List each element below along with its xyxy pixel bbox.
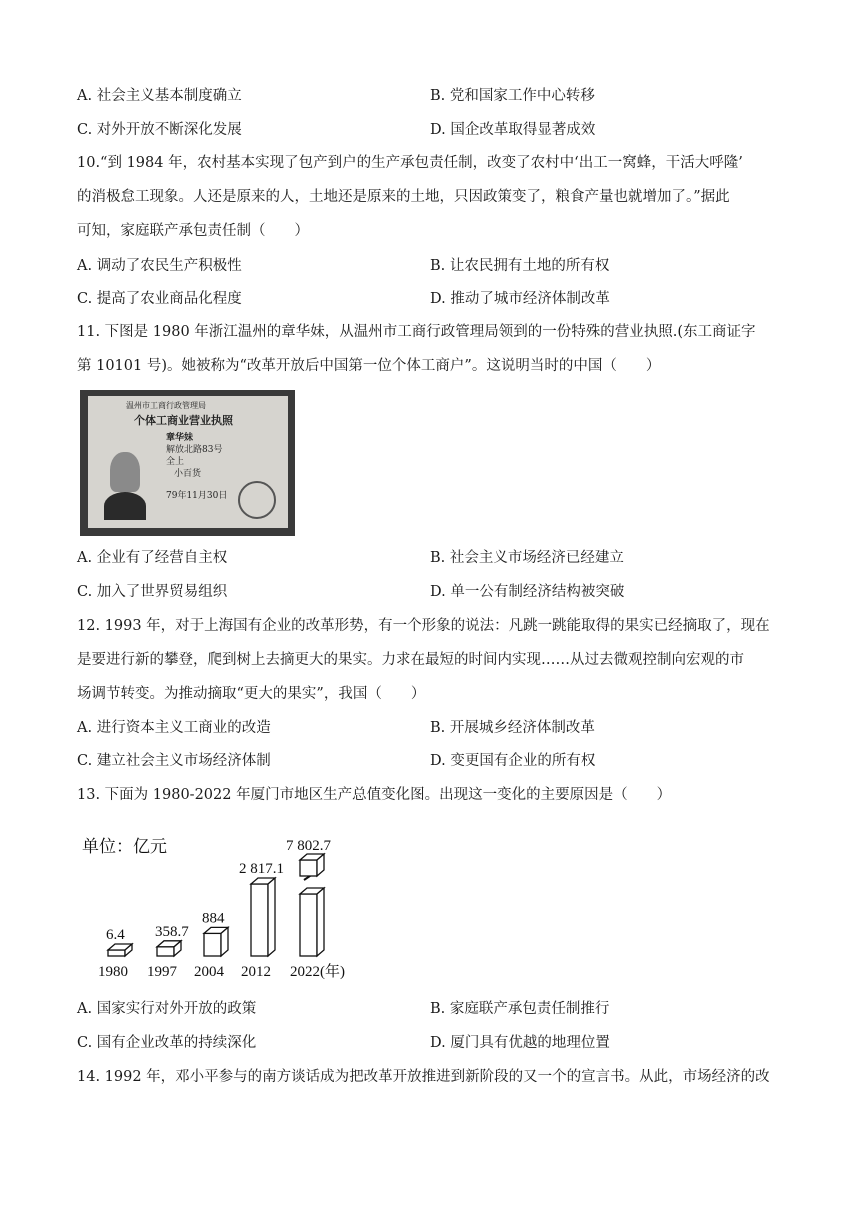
q11-option-d: D. 单一公有制经济结构被突破 bbox=[430, 584, 625, 600]
q13-stem: 13. 下面为 1980-2022 年厦门市地区生产总值变化图。出现这一变化的主要原因是（ ） bbox=[77, 787, 672, 803]
q13-option-b: B. 家庭联产承包责任制推行 bbox=[430, 1001, 610, 1017]
q10-option-c: C. 提高了农业商品化程度 bbox=[77, 291, 242, 307]
q12-option-b: B. 开展城乡经济体制改革 bbox=[430, 720, 595, 736]
license-issuer: 温州市工商行政管理局 bbox=[126, 401, 206, 410]
q12-stem-line: 是要进行新的攀登，爬到树上去摘更大的果实。力求在最短的时间内实现……从过去微观控制向宏观的市 bbox=[77, 652, 744, 668]
chart-category-label: 1997 bbox=[147, 964, 177, 980]
license-same: 全上 bbox=[166, 457, 185, 467]
gdp-bar-chart bbox=[82, 820, 362, 980]
q11-option-b: B. 社会主义市场经济已经建立 bbox=[430, 550, 624, 566]
q10-stem bbox=[77, 146, 785, 248]
chart-category-label: 2012 bbox=[241, 964, 271, 980]
chart-bar bbox=[108, 950, 125, 956]
license-stamp bbox=[238, 481, 276, 519]
chart-bar bbox=[251, 884, 268, 956]
chart-data-label: 6.4 bbox=[106, 927, 125, 943]
chart-bar-side bbox=[317, 888, 324, 956]
q11-stem-line: 第 10101 号)。她被称为“改革开放后中国第一位个体工商户”。这说明当时的中国（ ） bbox=[77, 358, 661, 374]
license-portrait-shoulders bbox=[104, 492, 146, 520]
q10-option-a: A. 调动了农民生产积极性 bbox=[77, 258, 242, 274]
license-title: 个体工商业营业执照 bbox=[134, 414, 233, 427]
chart-data-label: 7 802.7 bbox=[286, 838, 331, 854]
chart-bar bbox=[300, 860, 317, 876]
q12-stem-line: 场调节转变。为推动摘取“更大的果实”，我国（ ） bbox=[77, 686, 426, 702]
q11-option-a: A. 企业有了经营自主权 bbox=[77, 550, 228, 566]
business-license-photo bbox=[80, 390, 295, 536]
license-name: 章华妹 bbox=[166, 433, 194, 443]
q10-stem-line: 的消极怠工现象。人还是原来的人，土地还是原来的土地，只因政策变了，粮食产量也就增加了。”据此 bbox=[77, 189, 730, 205]
q11-stem-line: 11. 下图是 1980 年浙江温州的章华妹，从温州市工商行政管理局领到的一份特殊的营业执照.(东工商证字 bbox=[77, 324, 756, 340]
chart-bar bbox=[300, 894, 317, 956]
license-business: 小百货 bbox=[174, 469, 202, 479]
q12-option-d: D. 变更国有企业的所有权 bbox=[430, 753, 596, 769]
q9-option-d: D. 国企改革取得显著成效 bbox=[430, 122, 596, 138]
q11-stem bbox=[77, 315, 785, 383]
q9-option-a: A. 社会主义基本制度确立 bbox=[77, 88, 242, 104]
license-paper bbox=[88, 396, 288, 528]
chart-data-label: 358.7 bbox=[155, 923, 189, 940]
q12-option-c: C. 建立社会主义市场经济体制 bbox=[77, 753, 271, 769]
license-date: 79年11月30日 bbox=[166, 491, 228, 501]
q13-option-a: A. 国家实行对外开放的政策 bbox=[77, 1001, 257, 1017]
q9-option-b: B. 党和国家工作中心转移 bbox=[430, 88, 595, 104]
chart-category-label: 1980 bbox=[98, 964, 128, 980]
q12-option-a: A. 进行资本主义工商业的改造 bbox=[77, 720, 271, 736]
license-portrait bbox=[110, 452, 140, 492]
chart-data-label: 2 817.1 bbox=[239, 861, 284, 877]
chart-canvas bbox=[82, 820, 362, 980]
chart-bar-side bbox=[221, 927, 228, 956]
q13-option-d: D. 厦门具有优越的地理位置 bbox=[430, 1035, 610, 1051]
chart-bar bbox=[204, 933, 221, 956]
q12-stem-line: 12. 1993 年，对于上海国有企业的改革形势，有一个形象的说法：凡跳一跳能取得的果实已经摘取了，现在 bbox=[77, 618, 770, 634]
q9-option-c: C. 对外开放不断深化发展 bbox=[77, 122, 242, 138]
q10-stem-line: 10.“到 1984 年，农村基本实现了包产到户的生产承包责任制，改变了农村中‘出工一窝蜂，干活大呼隆’ bbox=[77, 155, 743, 171]
q10-stem-line: 可知，家庭联产承包责任制（ ） bbox=[77, 223, 309, 239]
q12-stem bbox=[77, 609, 785, 711]
q11-option-c: C. 加入了世界贸易组织 bbox=[77, 584, 228, 600]
q13-option-c: C. 国有企业改革的持续深化 bbox=[77, 1035, 257, 1051]
license-address: 解放北路83号 bbox=[166, 445, 223, 455]
chart-category-label: 2022(年) bbox=[290, 964, 345, 980]
chart-bar bbox=[157, 947, 174, 956]
chart-category-label: 2004 bbox=[194, 964, 224, 980]
chart-title: 单位：亿元 bbox=[82, 837, 167, 856]
q10-option-b: B. 让农民拥有土地的所有权 bbox=[430, 258, 610, 274]
chart-bar-side bbox=[268, 878, 275, 956]
q14-stem: 14. 1992 年，邓小平参与的南方谈话成为把改革开放推进到新阶段的又一个的宣言书。从此，市场经济的改 bbox=[77, 1069, 770, 1085]
chart-data-label: 884 bbox=[202, 910, 225, 927]
q10-option-d: D. 推动了城市经济体制改革 bbox=[430, 291, 610, 307]
